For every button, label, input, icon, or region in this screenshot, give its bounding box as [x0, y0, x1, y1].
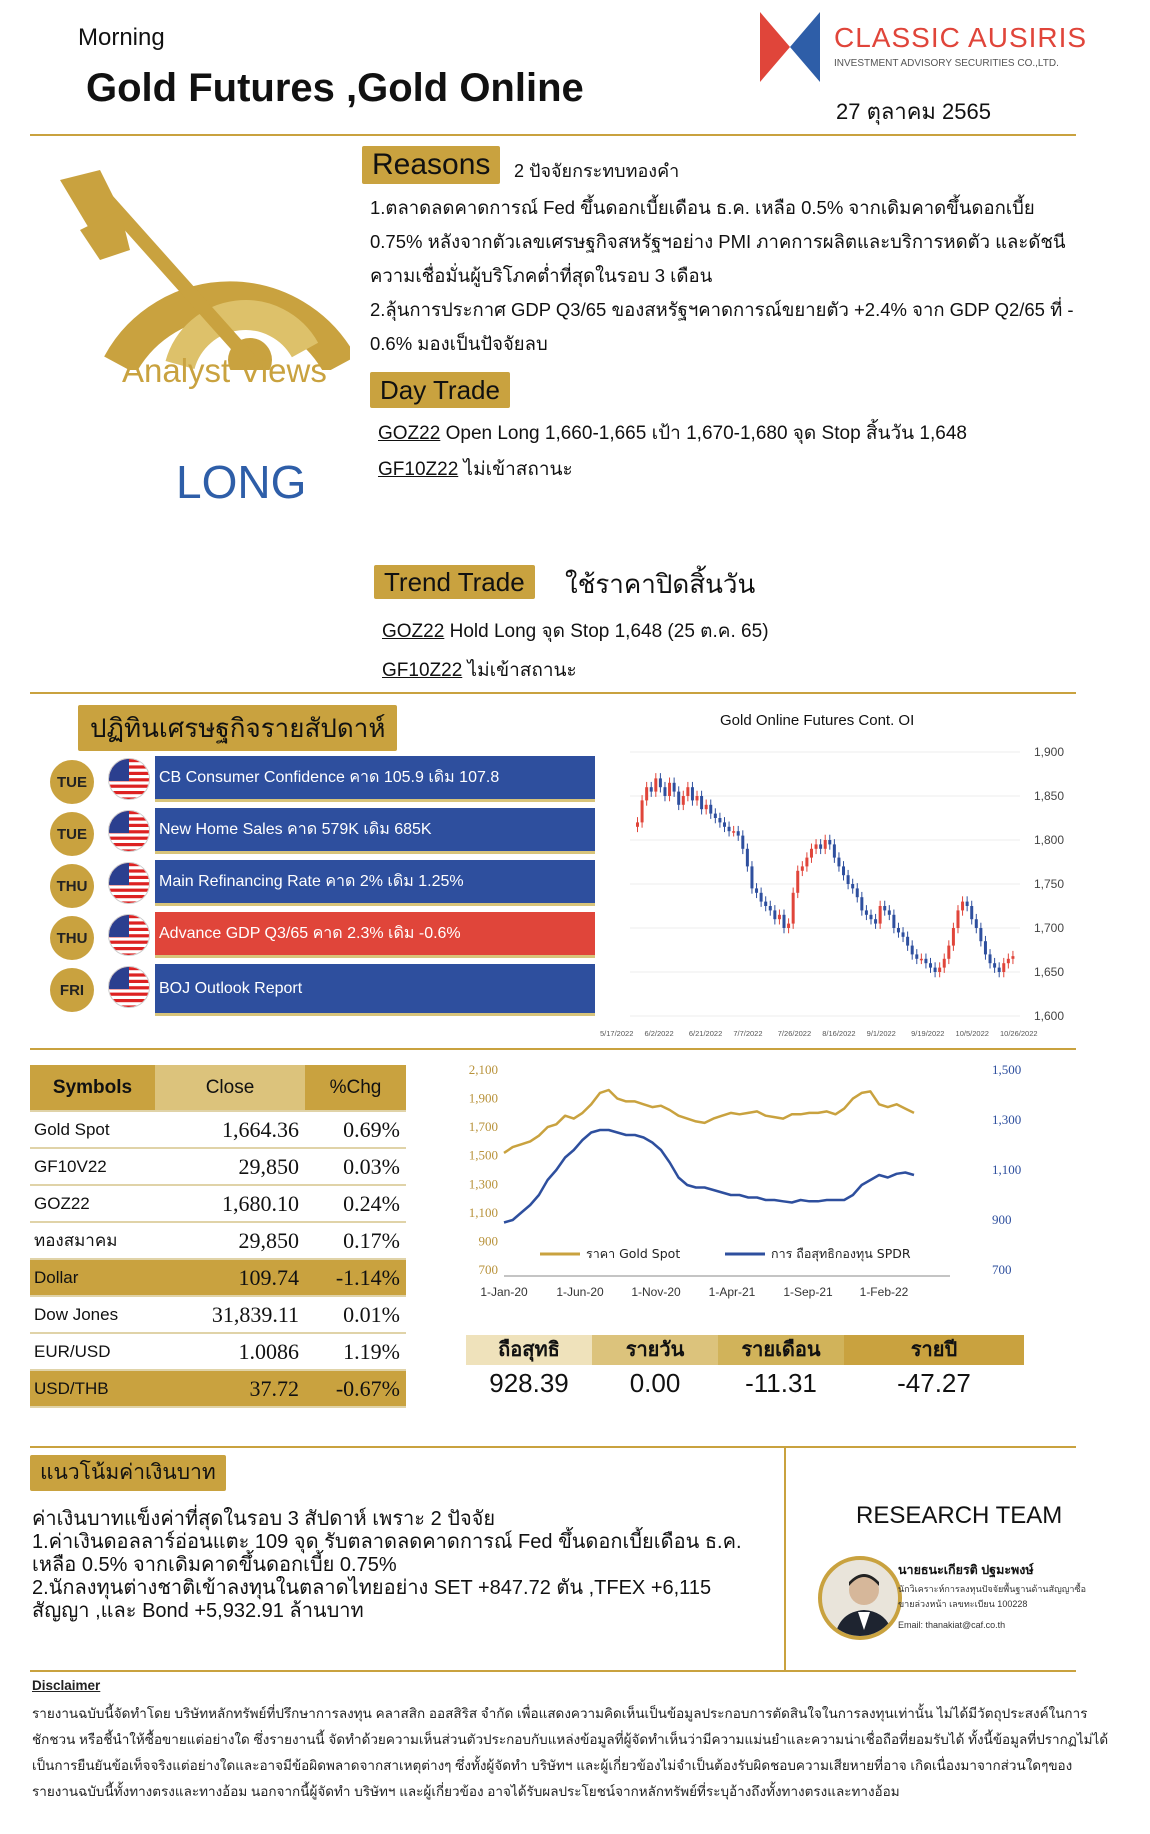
report-subtitle: Morning [78, 24, 165, 51]
symbol-goz22[interactable]: GOZ22 [382, 621, 445, 642]
candle-body [760, 893, 763, 902]
analyst-view-position: LONG [176, 456, 307, 508]
candle-body [924, 959, 927, 963]
section-divider [30, 1670, 1076, 1672]
cell-symbol: GF10V22 [30, 1148, 155, 1185]
x-tick-label: 1-Apr-21 [708, 1285, 756, 1299]
x-tick-label: 1-Jan-20 [480, 1285, 528, 1299]
candle-body [851, 884, 854, 888]
calendar-event-bar: CB Consumer Confidence คาด 105.9 เดิม 107.8 [155, 756, 595, 802]
table-row [30, 1185, 406, 1222]
cell-symbol: Dollar [30, 1259, 155, 1296]
y-tick-label: 1,850 [1034, 789, 1065, 803]
candle-body [956, 910, 959, 928]
candle-chart [600, 740, 1080, 1040]
disclaimer-line: เป็นการยืนยันข้อเท็จจริงแต่อย่างใดและอาจมีข้อผิดพลาดจากสาเหตุต่างๆ ซึ่งทั้งผู้จัดทำ บริษัทฯ และผู้เกี่ยวข้องไม่จำเป็นต้องรับผิดชอบความเสียหายที่อาจ เกิดเนื่องมาจากส่วนใดๆของ [32, 1758, 1073, 1773]
table-row [30, 1222, 406, 1259]
candle-body [741, 836, 744, 849]
baht-tag: แนวโน้มค่าเงินบาท [30, 1455, 226, 1491]
candle-body [700, 796, 703, 809]
candle-body [1011, 956, 1014, 959]
y-tick-label: 1,900 [1034, 745, 1065, 759]
candle-body [650, 787, 653, 791]
cell-close: 29,850 [155, 1222, 305, 1259]
spdr-value: -47.27 [897, 1368, 971, 1398]
reason-line: ความเชื่อมั่นผู้บริโภคต่ำที่สุดในรอบ 3 เดือน [370, 265, 713, 286]
cell-chg: -1.14% [305, 1259, 406, 1296]
day-trade-text-2: ไม่เข้าสถานะ [463, 459, 573, 480]
candle-body [810, 849, 813, 858]
y-tick-label: 1,650 [1034, 965, 1065, 979]
us-flag-icon [108, 810, 150, 852]
candle-body [970, 906, 973, 919]
candle-body [746, 849, 749, 867]
day-badge: TUE [50, 812, 94, 856]
candle-body [966, 902, 969, 906]
reasons-tag: Reasons [362, 146, 500, 184]
y-left-tick-label: 1,500 [468, 1147, 498, 1163]
candle-body [819, 844, 822, 848]
y-right-tick-label: 900 [992, 1212, 1012, 1227]
candle-body [975, 919, 978, 928]
candle-body [847, 875, 850, 884]
candle-body [879, 906, 882, 924]
candle-body [833, 844, 836, 857]
trend-trade-line-2 [382, 655, 577, 685]
target-arrow-icon [60, 170, 350, 370]
x-tick-label: 9/1/2022 [866, 1029, 896, 1038]
candle-body [984, 941, 987, 954]
day-badge: FRI [50, 968, 94, 1012]
cell-chg: 0.01% [305, 1296, 406, 1333]
legend-label: ราคา Gold Spot [586, 1246, 681, 1261]
x-tick-label: 5/17/2022 [600, 1029, 634, 1038]
cell-close: 37.72 [155, 1370, 305, 1407]
candle-body [696, 796, 699, 800]
cell-symbol: Dow Jones [30, 1296, 155, 1333]
baht-line: เหลือ 0.5% จากเดิมคาดขึ้นดอกเบี้ย 0.75% [32, 1554, 397, 1576]
x-tick-label: 10/5/2022 [955, 1029, 989, 1038]
candle-body [764, 902, 767, 906]
candle-body [874, 919, 877, 923]
y-right-tick-label: 1,500 [992, 1062, 1022, 1077]
section-divider [30, 1446, 1076, 1448]
reason-line: 0.75% หลังจากตัวเลขเศรษฐกิจสหรัฐฯอย่าง PMI ภาคการผลิตและบริการหดตัว และดัชนี [370, 231, 1066, 252]
y-tick-label: 1,800 [1034, 833, 1065, 847]
candle-body [769, 906, 772, 910]
calendar-event-bar: BOJ Outlook Report [155, 964, 595, 1016]
report-date: 27 ตุลาคม 2565 [836, 99, 991, 124]
candle-body [998, 968, 1001, 972]
legend-label: การ ถือสุทธิกองทุน SPDR [771, 1246, 911, 1261]
analyst-email[interactable]: Email: thanakiat@caf.co.th [898, 1620, 1006, 1630]
candle-body [787, 924, 790, 928]
candle-body [718, 818, 721, 822]
candle-body [902, 932, 905, 936]
gold-spdr-chart [450, 1060, 1050, 1320]
reason-line: 0.6% มองเป็นปัจจัยลบ [370, 333, 548, 354]
candle-body [796, 871, 799, 893]
analyst-role: นักวิเคราะห์การลงทุนปัจจัยพื้นฐานด้านสัญญาซื้อขายล่วงหน้า เลขทะเบียน 100228 [898, 1584, 1086, 1609]
spdr-header: ถือสุทธิ [466, 1335, 592, 1365]
y-left-tick-label: 700 [478, 1262, 498, 1277]
candle-body [993, 963, 996, 967]
market-table [30, 1065, 406, 1408]
y-tick-label: 1,600 [1034, 1009, 1065, 1023]
baht-line: สัญญา ,และ Bond +5,932.91 ล้านบาท [32, 1600, 364, 1622]
day-trade-line-1 [378, 418, 967, 448]
day-badge: THU [50, 916, 94, 960]
day-trade-text-1: Open Long 1,660-1,665 เป้า 1,670-1,680 จุด Stop สิ้นวัน 1,648 [445, 423, 967, 444]
baht-line: ค่าเงินบาทแข็งค่าที่สุดในรอบ 3 สัปดาห์ เพราะ 2 ปัจจัย [32, 1508, 496, 1530]
x-tick-label: 1-Nov-20 [631, 1285, 681, 1299]
candle-body [979, 928, 982, 941]
candle-body [728, 827, 731, 831]
spdr-header: รายเดือน [718, 1335, 844, 1365]
candle-body [673, 783, 676, 792]
candle-body [906, 937, 909, 946]
y-left-tick-label: 1,100 [468, 1204, 498, 1220]
table-row [30, 1333, 406, 1370]
candle-body [869, 915, 872, 919]
cell-chg: 0.17% [305, 1222, 406, 1259]
section-divider [30, 1048, 1076, 1050]
x-tick-label: 6/2/2022 [644, 1029, 674, 1038]
disclaimer-line: ชักชวน หรือชี้นำให้ซื้อขายแต่อย่างใด ซึ่งรายงานนี้ จัดทำด้วยความเห็นส่วนตัวประกอบกับแหล่งข้อมูลที่ผู้จัดทำเห็นว่ามีความแม่นยำและความน่าเชื่อถือที่ยอมรับได้ ทั้งนี้ข้อมูลที่ปรากฏไม่ได้ [32, 1732, 1109, 1747]
candle-body [636, 822, 639, 826]
candle-body [641, 800, 644, 822]
y-left-tick-label: 2,100 [468, 1062, 498, 1077]
y-left-tick-label: 1,700 [468, 1119, 498, 1135]
candle-body [911, 946, 914, 955]
spdr-value: -11.31 [745, 1368, 817, 1398]
cell-chg: 1.19% [305, 1333, 406, 1370]
y-right-tick-label: 700 [992, 1262, 1012, 1277]
y-left-tick-label: 1,300 [468, 1176, 498, 1192]
candle-body [961, 902, 964, 911]
day-badge: THU [50, 864, 94, 908]
candle-body [645, 787, 648, 800]
calendar-event-bar: Advance GDP Q3/65 คาด 2.3% เดิม -0.6% [155, 912, 595, 958]
table-row [30, 1111, 406, 1148]
cell-close: 31,839.11 [155, 1296, 305, 1333]
candle-body [943, 959, 946, 968]
series-line [504, 1130, 914, 1223]
symbol-gf10z22[interactable]: GF10Z22 [382, 660, 463, 681]
candle-body [915, 954, 918, 958]
candle-body [1007, 959, 1010, 963]
candle-body [865, 910, 868, 914]
cell-symbol: Gold Spot [30, 1111, 155, 1148]
cell-chg: -0.67% [305, 1370, 406, 1407]
day-badge: TUE [50, 760, 94, 804]
spdr-table [466, 1335, 1024, 1401]
x-tick-label: 1-Feb-22 [859, 1285, 909, 1299]
calendar-event-bar: Main Refinancing Rate คาด 2% เดิม 1.25% [155, 860, 595, 906]
vertical-divider [784, 1448, 786, 1670]
col-header-close: Close [155, 1065, 305, 1111]
calendar-event-bar: New Home Sales คาด 579K เดิม 685K [155, 808, 595, 854]
cell-close: 109.74 [155, 1259, 305, 1296]
table-row [30, 1296, 406, 1333]
section-divider [30, 692, 1076, 694]
candle-body [783, 915, 786, 928]
reason-line: 1.ตลาดลดคาดการณ์ Fed ขึ้นดอกเบี้ยเดือน ธ.ค. เหลือ 0.5% จากเดิมคาดขึ้นดอกเบี้ย [370, 197, 1035, 218]
candle-body [989, 954, 992, 963]
disclaimer-title: Disclaimer [32, 1678, 101, 1693]
candle-body [934, 968, 937, 972]
candle-body [1002, 963, 1005, 972]
company-logo [760, 12, 820, 82]
analyst-views-label: Analyst Views [122, 352, 327, 389]
candle-body [773, 910, 776, 919]
col-header-chg: %Chg [305, 1065, 406, 1111]
cell-symbol: USD/THB [30, 1370, 155, 1407]
trend-trade-heading: ใช้ราคาปิดสิ้นวัน [565, 569, 756, 599]
y-right-tick-label: 1,300 [992, 1112, 1022, 1127]
candle-body [842, 866, 845, 875]
col-header-symbols: Symbols [30, 1065, 155, 1111]
candle-body [682, 796, 685, 805]
x-tick-label: 6/21/2022 [688, 1029, 723, 1038]
x-tick-label: 1-Sep-21 [783, 1285, 833, 1299]
candle-body [856, 888, 859, 897]
candle-body [828, 840, 831, 844]
candle-body [801, 866, 804, 870]
symbol-gf10z22[interactable]: GF10Z22 [378, 459, 459, 480]
candle-body [947, 946, 950, 959]
candle-body [659, 778, 662, 787]
candle-body [691, 787, 694, 800]
company-subname: INVESTMENT ADVISORY SECURITIES CO.,LTD. [834, 58, 1059, 69]
candle-body [897, 928, 900, 932]
header-divider [30, 134, 1076, 136]
calendar-title: ปฏิทินเศรษฐกิจรายสัปดาห์ [78, 705, 397, 751]
cell-close: 29,850 [155, 1148, 305, 1185]
spdr-header: รายวัน [592, 1335, 718, 1365]
baht-line: 1.ค่าเงินดอลลาร์อ่อนแตะ 109 จุด รับตลาดลดคาดการณ์ Fed ขึ้นดอกเบี้ยเดือน ธ.ค. [32, 1531, 742, 1553]
analyst-avatar [818, 1556, 902, 1640]
candle-body [805, 858, 808, 867]
candle-body [732, 831, 735, 833]
cell-chg: 0.69% [305, 1111, 406, 1148]
y-tick-label: 1,750 [1034, 877, 1065, 891]
candle-body [860, 897, 863, 910]
table-row [30, 1370, 406, 1407]
spdr-header: รายปี [844, 1335, 1024, 1365]
y-tick-label: 1,700 [1034, 921, 1065, 935]
cell-close: 1,664.36 [155, 1111, 305, 1148]
candle-body [723, 822, 726, 826]
cell-symbol: EUR/USD [30, 1333, 155, 1370]
candle-body [686, 787, 689, 796]
trend-trade-text-2: ไม่เข้าสถานะ [467, 660, 577, 681]
x-tick-label: 8/16/2022 [822, 1029, 856, 1038]
trend-trade-line-1 [382, 616, 769, 646]
candle-body [677, 792, 680, 805]
table-row [30, 1148, 406, 1185]
candle-body [750, 866, 753, 888]
y-right-tick-label: 1,100 [992, 1162, 1022, 1177]
x-tick-label: 1-Jun-20 [556, 1285, 604, 1299]
day-trade-line-2 [378, 454, 573, 484]
report-title: Gold Futures ,Gold Online [86, 66, 584, 110]
cell-close: 1,680.10 [155, 1185, 305, 1222]
candle-body [792, 893, 795, 924]
us-flag-icon [108, 758, 150, 800]
x-tick-label: 7/26/2022 [777, 1029, 812, 1038]
candle-body [737, 831, 740, 835]
cell-symbol: GOZ22 [30, 1185, 155, 1222]
cell-chg: 0.24% [305, 1185, 406, 1222]
candle-body [815, 844, 818, 848]
candle-body [837, 858, 840, 867]
trend-trade-tag: Trend Trade [374, 565, 535, 599]
candle-body [654, 778, 657, 791]
x-tick-label: 9/19/2022 [911, 1029, 945, 1038]
spdr-value: 928.39 [489, 1368, 569, 1398]
candle-body [705, 805, 708, 809]
candle-body [668, 783, 671, 796]
cell-close: 1.0086 [155, 1333, 305, 1370]
reasons-heading: 2 ปัจจัยกระทบทองคำ [514, 161, 680, 181]
us-flag-icon [108, 966, 150, 1008]
cell-symbol: ทองสมาคม [30, 1222, 155, 1259]
disclaimer-line: รายงานฉบับนี้ทั้งทางตรงและทางอ้อม นอกจากนี้ผู้จัดทำ บริษัทฯ และผู้เกี่ยวข้อง อาจได้รับผลประโยชน์จากหลักทรัพย์ที่ระบุอ้างถึงทั้งทางตรงและทางอ้อม [32, 1784, 900, 1799]
trend-trade-text-1: Hold Long จุด Stop 1,648 (25 ต.ค. 65) [449, 621, 769, 642]
candle-body [888, 910, 891, 914]
candle-body [663, 787, 666, 796]
spdr-value: 0.00 [629, 1368, 681, 1398]
baht-line: 2.นักลงทุนต่างชาติเข้าลงทุนในตลาดไทยอย่าง SET +847.72 ตัน ,TFEX +6,115 [32, 1577, 712, 1599]
candle-body [952, 928, 955, 946]
candle-chart-title: Gold Online Futures Cont. OI [720, 712, 915, 729]
cell-chg: 0.03% [305, 1148, 406, 1185]
candle-body [755, 888, 758, 892]
candle-body [714, 814, 717, 818]
y-left-tick-label: 900 [478, 1233, 498, 1249]
table-row [30, 1259, 406, 1296]
disclaimer-line: รายงานฉบับนี้จัดทำโดย บริษัทหลักทรัพย์ที่ปรึกษาการลงทุน คลาสสิก ออสสิริส จำกัด เพื่อแสดงความคิดเห็นเป็นข้อมูลประกอบการตัดสินใจในการลงทุนเท่านั้น ไม่ได้มีวัตถุประสงค์ในการ [32, 1706, 1088, 1721]
day-trade-tag: Day Trade [370, 372, 510, 408]
symbol-goz22[interactable]: GOZ22 [378, 423, 441, 444]
candle-body [883, 906, 886, 910]
candle-body [778, 915, 781, 919]
candle-body [824, 840, 827, 849]
x-tick-label: 10/26/2022 [1000, 1029, 1038, 1038]
candle-body [892, 915, 895, 928]
research-team-title: RESEARCH TEAM [856, 1502, 1063, 1529]
candle-body [709, 805, 712, 814]
candle-body [929, 963, 932, 967]
analyst-name: นายธนะเกียรติ ปฐมะพงษ์ [898, 1563, 1034, 1577]
series-line [504, 1090, 914, 1153]
y-left-tick-label: 1,900 [468, 1090, 498, 1106]
candle-body [920, 959, 923, 961]
x-tick-label: 7/7/2022 [733, 1029, 763, 1038]
company-name: CLASSIC AUSIRIS [834, 22, 1088, 53]
us-flag-icon [108, 862, 150, 904]
us-flag-icon [108, 914, 150, 956]
candle-body [938, 968, 941, 972]
reason-line: 2.ลุ้นการประกาศ GDP Q3/65 ของสหรัฐฯคาดการณ์ขยายตัว +2.4% จาก GDP Q2/65 ที่ - [370, 299, 1074, 320]
